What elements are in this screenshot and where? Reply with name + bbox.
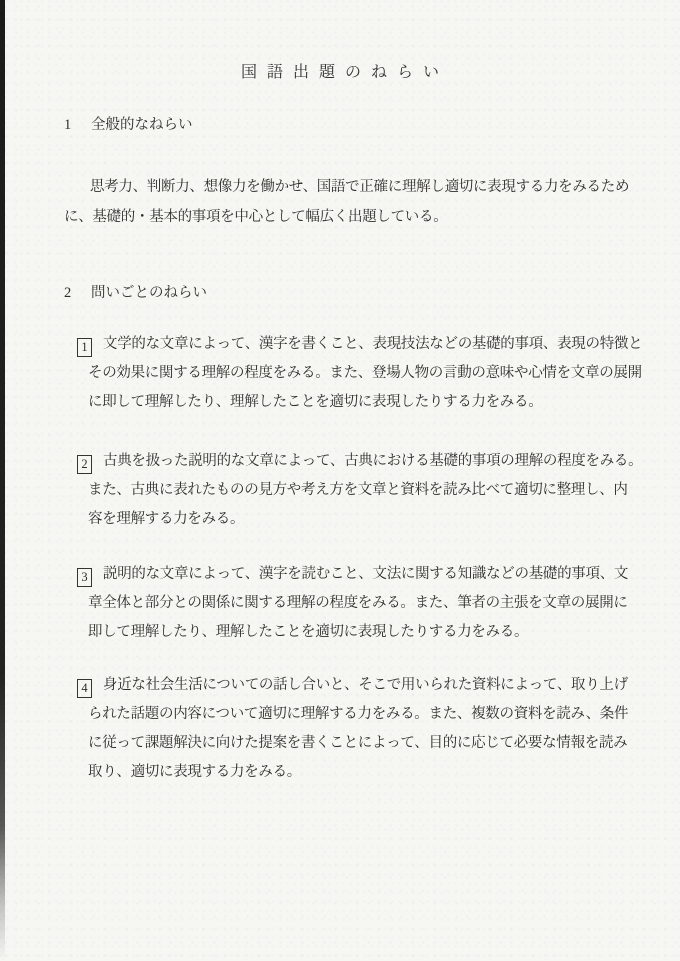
item-3-line-2: 章全体と部分との関係に関する理解の程度をみる。また、筆者の主張を文章の展開に xyxy=(88,595,628,611)
question-aim-item-2 xyxy=(77,447,657,534)
text-line xyxy=(77,447,657,476)
item-1-number-box: 1 xyxy=(77,338,92,357)
item-2-line-1: 古典を扱った説明的な文章によって、古典における基礎的事項の理解の程度をみる。 xyxy=(103,453,643,469)
section-1-heading-text: 全般的なねらい xyxy=(91,117,193,133)
section-1-heading xyxy=(64,116,193,135)
item-3-line-1: 説明的な文章によって、漢字を読むこと、文法に関する知識などの基礎的事項、文 xyxy=(103,566,629,582)
general-aim-paragraph xyxy=(64,172,644,232)
section-2-heading xyxy=(64,284,207,303)
scan-edge-artifact xyxy=(0,0,5,961)
text-line xyxy=(77,330,657,359)
item-1-line-1: 文学的な文章によって、漢字を書くこと、表現技法などの基礎的事項、表現の特徴と xyxy=(103,336,643,352)
page-title: 国語出題のねらい xyxy=(240,64,449,81)
item-1-line-2: その効果に関する理解の程度をみる。また、登場人物の言動の意味や心情を文章の展開 xyxy=(88,365,642,381)
item-4-line-4: 取り、適切に表現する力をみる。 xyxy=(88,764,301,780)
text-line: 思考力、判断力、想像力を働かせ、国語で正確に理解し適切に表現する力をみるため xyxy=(90,179,630,195)
question-aim-item-1 xyxy=(77,330,657,417)
item-4-number-box: 4 xyxy=(77,679,92,698)
item-3-number-box: 3 xyxy=(77,568,92,587)
item-2-number-box: 2 xyxy=(77,455,92,474)
text-line xyxy=(77,560,657,589)
item-4-line-2: られた話題の内容について適切に理解する力をみる。また、複数の資料を読み、条件 xyxy=(88,706,629,722)
section-2-number: 2 xyxy=(64,285,72,301)
item-4-line-1: 身近な社会生活についての話し合いと、そこで用いられた資料によって、取り上げ xyxy=(103,677,628,693)
item-4-line-3: に従って課題解決に向けた提案を書くことによって、目的に応じて必要な情報を読み xyxy=(88,735,628,751)
question-aim-item-3 xyxy=(77,560,657,647)
section-2-heading-text: 問いごとのねらい xyxy=(91,285,207,301)
item-3-line-3: 即して理解したり、理解したことを適切に表現したりする力をみる。 xyxy=(88,624,529,640)
item-2-line-3: 容を理解する力をみる。 xyxy=(88,511,245,527)
item-2-line-2: また、古典に表れたものの見方や考え方を文章と資料を読み比べて適切に整理し、内 xyxy=(88,482,628,498)
text-line xyxy=(77,671,657,700)
text-line: に、基礎的・基本的事項を中心として幅広く出題している。 xyxy=(64,209,448,225)
item-1-line-3: に即して理解したり、理解したことを適切に表現したりする力をみる。 xyxy=(88,394,543,410)
section-1-number: 1 xyxy=(64,117,72,133)
question-aim-item-4 xyxy=(77,671,657,787)
